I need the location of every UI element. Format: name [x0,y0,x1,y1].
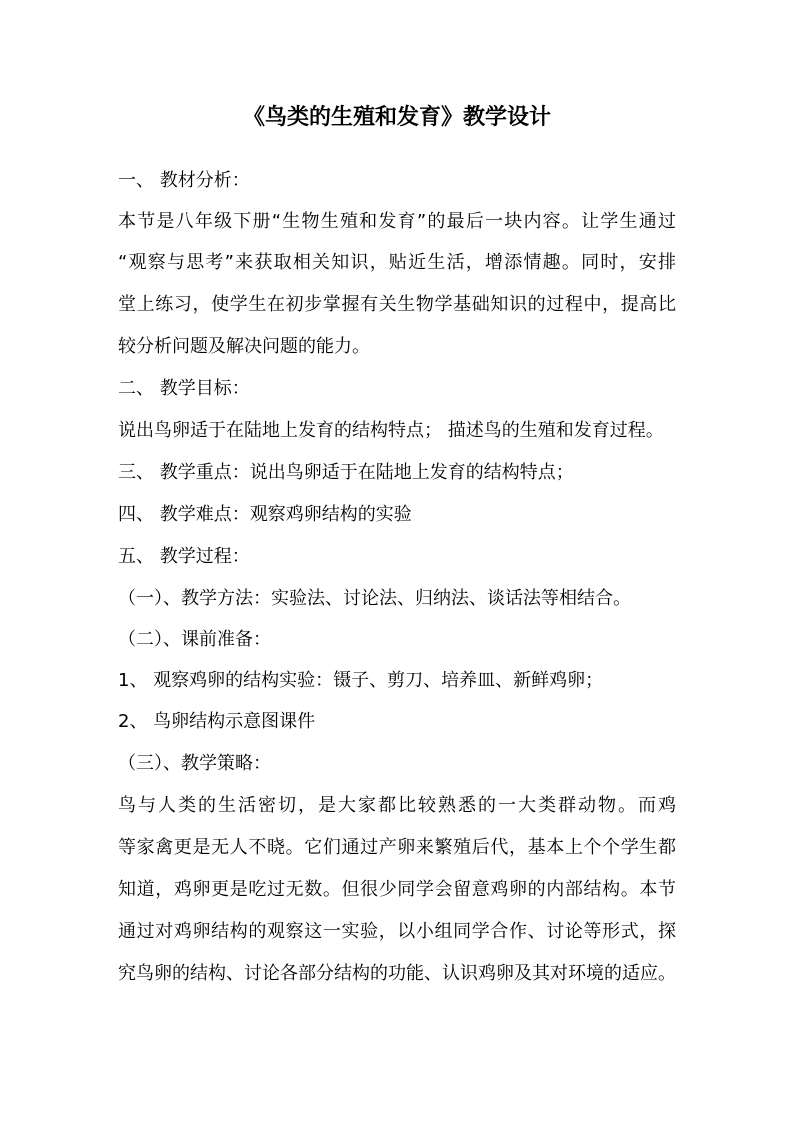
paragraph-line: “观察与思考”来获取相关知识，贴近生活，增添情趣。同时，安排 [118,252,676,273]
paragraph-line: 究鸟卵的结构、讨论各部分结构的功能、认识鸡卵及其对环境的适应。 [118,963,676,984]
subheading-preparation: （二）、课前准备： [118,629,271,650]
paragraph-line: 较分析问题及解决问题的能力。 [118,336,370,357]
heading-teaching-focus: 三、 教学重点：说出鸟卵适于在陆地上发育的结构特点； [118,462,574,483]
subheading-teaching-methods: （一）、教学方法：实验法、讨论法、归纳法、谈话法等相结合。 [118,588,631,609]
paragraph-line: 通过对鸡卵结构的观察这一实验，以小组同学合作、讨论等形式，探 [118,921,676,942]
paragraph-line: 堂上练习，使学生在初步掌握有关生物学基础知识的过程中，提高比 [118,294,676,315]
heading-teaching-difficulty: 四、 教学难点：观察鸡卵结构的实验 [118,504,412,525]
paragraph-line: 鸟与人类的生活密切，是大家都比较熟悉的一大类群动物。而鸡 [118,795,676,816]
list-item: 1、 观察鸡卵的结构实验：镊子、剪刀、培养皿、新鲜鸡卵； [118,670,604,691]
list-item: 2、 鸟卵结构示意图课件 [118,711,316,732]
subheading-teaching-strategy: （三）、教学策略： [118,753,271,774]
paragraph-line: 等家禽更是无人不晓。它们通过产卵来繁殖后代，基本上个个学生都 [118,837,676,858]
heading-teaching-process: 五、 教学过程： [118,546,250,567]
paragraph-line: 说出鸟卵适于在陆地上发育的结构特点； 描述鸟的生殖和发育过程。 [118,420,664,441]
paragraph-line: 知道，鸡卵更是吃过无数。但很少同学会留意鸡卵的内部结构。本节 [118,879,676,900]
document-title: 《鸟类的生殖和发育》教学设计 [242,105,551,130]
paragraph-line: 本节是八年级下册“生物生殖和发育”的最后一块内容。让学生通过 [118,211,676,232]
heading-materials-analysis: 一、 教材分析： [118,170,250,191]
heading-teaching-goals: 二、 教学目标： [118,378,250,399]
